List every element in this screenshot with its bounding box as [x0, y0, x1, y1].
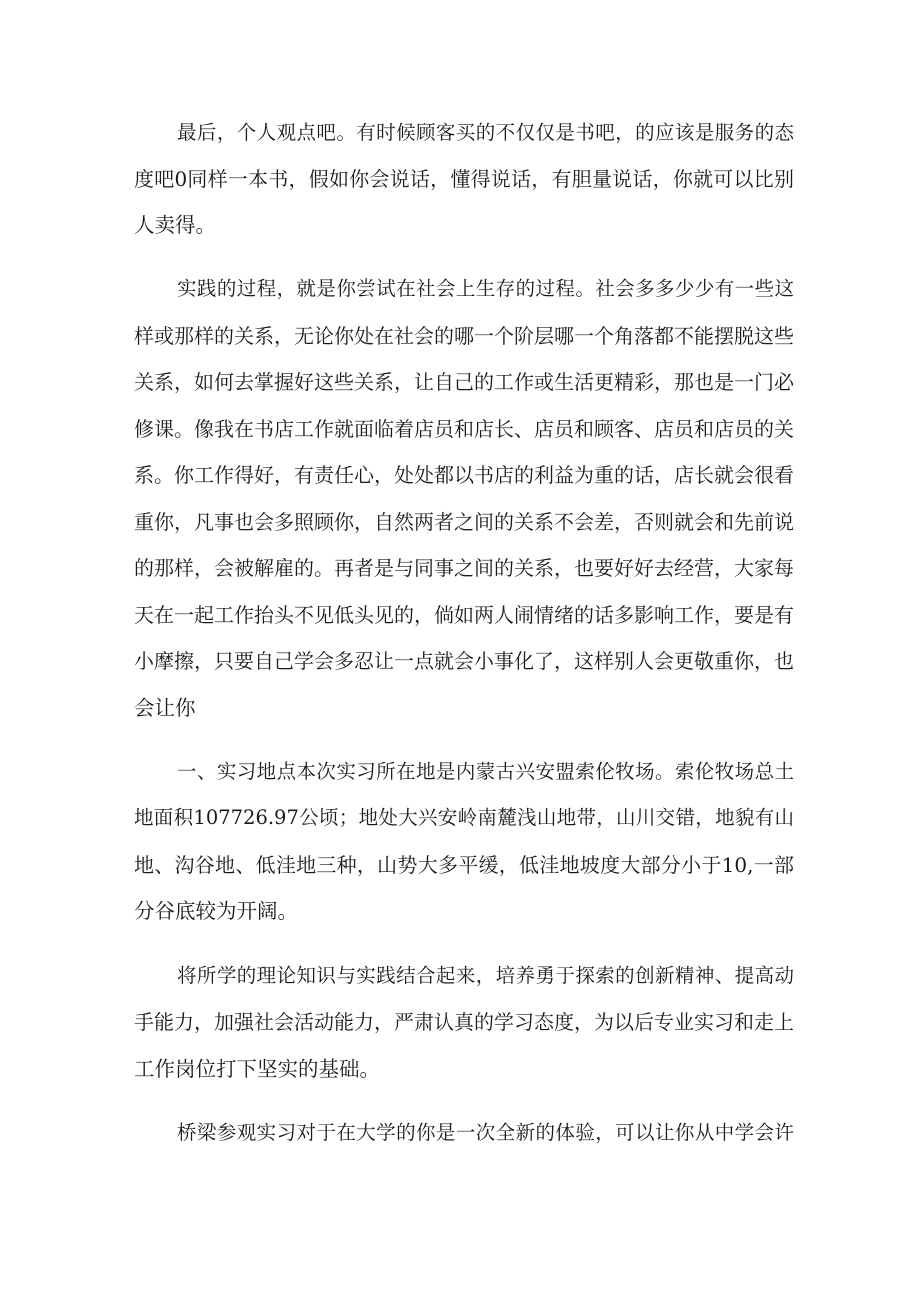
paragraph-3-line-2: 地面积107726.97公顷；地处大兴安岭南麓浅山地带，山川交错，地貌有山: [134, 806, 794, 829]
paragraph-1-line-2: 度吧0同样一本书，假如你会说话，懂得说话，有胆量说话，你就可以比别: [134, 167, 794, 191]
paragraph-2-line-7: 的那样，会被解雇的。再者是与同事之间的关系，也要好好去经营，大家每: [134, 556, 794, 580]
paragraph-4-line-2: 手能力，加强社会活动能力，严肃认真的学习态度，为以后专业实习和走上: [134, 1010, 794, 1034]
paragraph-3-line-4: 分谷底较为开阔。: [134, 899, 298, 923]
paragraph-1-line-3: 人卖得。: [134, 213, 216, 237]
paragraph-2-line-2: 样或那样的关系，无论你处在社会的哪一个阶层哪一个角落都不能摆脱这些: [134, 324, 794, 348]
paragraph-1-line-1: 最后，个人观点吧。有时候顾客买的不仅仅是书吧，的应该是服务的态: [177, 121, 794, 144]
paragraph-2-line-8: 天在一起工作抬头不见低头见的，倘如两人闹情绪的话多影响工作，要是有: [134, 603, 794, 627]
paragraph-4-line-1: 将所学的理论知识与实践结合起来，培养勇于探索的创新精神、提高动: [177, 964, 794, 987]
paragraph-2-line-3: 关系，如何去掌握好这些关系，让自己的工作或生活更精彩，那也是一门必: [134, 370, 794, 394]
paragraph-2-line-1: 实践的过程，就是你尝试在社会上生存的过程。社会多多少少有一些这: [177, 277, 794, 300]
paragraph-2-line-6: 重你，凡事也会多照顾你，自然两者之间的关系不会差，否则就会和先前说: [134, 510, 794, 534]
paragraph-5-line-1: 桥梁参观实习对于在大学的你是一次全新的体验，可以让你从中学会许: [177, 1121, 794, 1144]
paragraph-2-line-5: 系。你工作得好，有责任心，处处都以书店的利益为重的话，店长就会很看: [134, 463, 794, 487]
paragraph-2-line-4: 修课。像我在书店工作就面临着店员和店长、店员和顾客、店员和店员的关: [134, 417, 794, 441]
paragraph-4-line-3: 工作岗位打下坚实的基础。: [134, 1057, 380, 1081]
paragraph-3-line-1: 一、实习地点本次实习所在地是内蒙古兴安盟索伦牧场。索伦牧场总土: [177, 760, 794, 783]
paragraph-2-line-10: 会让你: [134, 696, 196, 720]
paragraph-3-line-3: 地、沟谷地、低洼地三种，山势大多平缓，低洼地坡度大部分小于10,一部: [134, 853, 794, 877]
paragraph-2-line-9: 小摩擦，只要自己学会多忍让一点就会小事化了，这样别人会更敬重你，也: [134, 649, 794, 673]
